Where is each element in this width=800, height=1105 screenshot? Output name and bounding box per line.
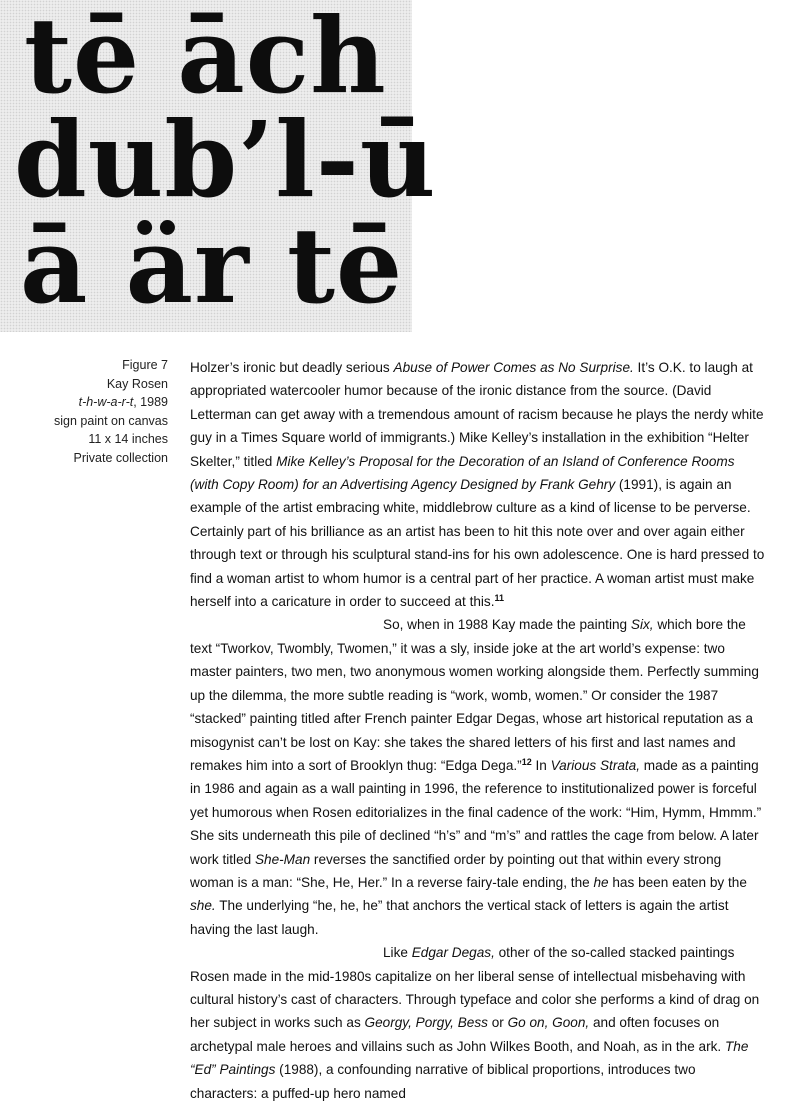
text-run: (1991), is again an example of the artist embracing white, middlebrow culture as a kind of license to be perverse. Certainly part of his brilliance as an artist has been to hit this note over and over again either through text or through his sculptural stand-ins for his own adolescence. One is hard pressed to find a woman artist to whom humor is a central part of her practice. A woman artist must make herself into a caricature in order to succeed at this. [190, 477, 765, 610]
italic-text: Mike Kelley’s Proposal for the Decoration of an Island of Conference Rooms (with Copy Room) for an Advertising Agency Designed by Frank Gehry [190, 453, 735, 493]
text-run: (1988), a confounding narrative of biblical proportions, introduces two characters: a puffed-up hero named [190, 1062, 696, 1101]
text-run: Like [383, 945, 412, 961]
italic-text: Various Strata, [550, 757, 641, 773]
text-run: The underlying “he, he, he” that anchors the vertical stack of letters is again the artist having the last laugh. [190, 898, 729, 937]
italic-text: Abuse of Power Comes as No Surprise. [393, 360, 634, 375]
artwork-image [0, 0, 437, 332]
text-run: which bore the text “Tworkov, Twombly, Twomen,” it was a sly, inside joke at the art world’s expense: two master painters, two men, two anonymous women working alongside them. Perfectly summing up the dilemma, the more subtle reading is “work, womb, women.” Or consider the 1987 “stacked” painting titled after French painter Edgar Degas, whose art historical reputation as a misogynist can’t be lost on Kay: she takes the shared letters of his first and last names and remakes him into a sort of Brooklyn thug: “Edga Dega.” [190, 617, 759, 773]
artwork-line: tē āch [24, 0, 387, 117]
text-run: and often focuses on archetypal male heroes and villains such as John Wilkes Booth, and Noah, as in the ark. [190, 1015, 725, 1054]
figure-caption [18, 356, 168, 467]
text-run: It’s O.K. to laugh at appropriated watercooler humor because of the ironic distance from the source. (David Letterman can get away with a tremendous amount of racism because he plays the nerdy white guy in a Times Square world of immigrants.) Mike Kelley’s installation in the exhibition “Helter Skelter,” titled [190, 360, 764, 469]
artwork-line: ā är tē [20, 204, 404, 327]
paragraph [190, 613, 766, 941]
caption-title: t-h-w-a-r-t [78, 395, 134, 409]
text-run: Holzer’s ironic but deadly serious [190, 360, 394, 375]
article-body [190, 356, 766, 1105]
footnote-marker: 11 [494, 593, 505, 604]
caption-size: 11 x 14 inches [88, 432, 168, 446]
italic-text: Edgar Degas, [411, 945, 495, 961]
paragraph [190, 941, 766, 1105]
text-run: or [487, 1015, 508, 1031]
paragraph [190, 356, 766, 613]
text-run: made as a painting in 1986 and again as a wall painting in 1996, the reference to institutionalized power is forceful yet humorous when Rosen editorializes in the final cadence of the work: “Him, Hymm, Hmmm.” She sits underneath this pile of declined “h’s” and “m’s” and rattles the cage from below. A later work titled [190, 757, 762, 867]
italic-text: he [593, 874, 609, 890]
text-run: So, when in 1988 Kay made the painting [383, 617, 631, 633]
footnote-marker: 12 [521, 756, 532, 767]
caption-collection: Private collection [73, 450, 168, 465]
italic-text: she. [190, 898, 216, 914]
caption-year: , 1989 [133, 395, 168, 409]
italic-text: Six, [630, 617, 654, 633]
italic-text: She-Man [254, 851, 311, 867]
caption-artist: Kay Rosen [106, 376, 168, 391]
text-run: reverses the sanctified order by pointing out that within every strong woman is a man: “She, He, Her.” In a reverse fairy-tale ending, the [190, 851, 722, 890]
italic-text: Georgy, Porgy, Bess [364, 1015, 488, 1031]
text-run: other of the so-called stacked paintings Rosen made in the mid-1980s capitalize on her liberal sense of intellectual misbehaving with cultural history’s cast of characters. Through typeface and color she performs a kind of drag on her subject in works such as [190, 945, 760, 1031]
caption-title-line [18, 393, 168, 412]
artwork-line: dub’l-ū [14, 98, 437, 221]
caption-medium: sign paint on canvas [54, 413, 168, 428]
caption-figure-number: Figure 7 [122, 358, 168, 372]
text-run: has been eaten by the [608, 874, 747, 890]
italic-text: The “Ed” Paintings [190, 1038, 749, 1078]
text-run: In [531, 757, 551, 773]
italic-text: Go on, Goon, [507, 1015, 590, 1031]
